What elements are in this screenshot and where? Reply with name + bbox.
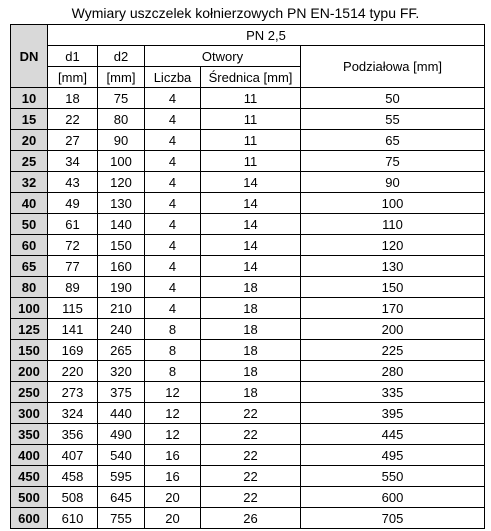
cell-liczba: 12	[145, 424, 201, 445]
table-row	[11, 298, 485, 319]
cell-d2: 190	[98, 277, 145, 298]
cell-liczba: 4	[145, 256, 201, 277]
cell-d1: 43	[48, 172, 98, 193]
cell-podzialowa: 225	[301, 340, 485, 361]
cell-liczba: 16	[145, 466, 201, 487]
cell-srednica: 22	[201, 466, 301, 487]
header-liczba: Liczba	[145, 67, 201, 88]
cell-d1: 72	[48, 235, 98, 256]
table-row	[11, 340, 485, 361]
cell-podzialowa: 120	[301, 235, 485, 256]
header-dn: DN	[11, 25, 48, 88]
cell-podzialowa: 495	[301, 445, 485, 466]
cell-srednica: 22	[201, 403, 301, 424]
cell-srednica: 18	[201, 340, 301, 361]
table-row	[11, 361, 485, 382]
cell-liczba: 4	[145, 298, 201, 319]
cell-d1: 18	[48, 88, 98, 109]
cell-liczba: 4	[145, 130, 201, 151]
cell-d2: 320	[98, 361, 145, 382]
cell-d2: 240	[98, 319, 145, 340]
cell-liczba: 8	[145, 319, 201, 340]
cell-dn: 65	[11, 256, 48, 277]
cell-srednica: 14	[201, 235, 301, 256]
cell-podzialowa: 90	[301, 172, 485, 193]
cell-srednica: 18	[201, 361, 301, 382]
cell-srednica: 18	[201, 277, 301, 298]
cell-srednica: 11	[201, 130, 301, 151]
table-row	[11, 277, 485, 298]
cell-d1: 22	[48, 109, 98, 130]
cell-dn: 125	[11, 319, 48, 340]
cell-liczba: 20	[145, 487, 201, 508]
cell-d1: 27	[48, 130, 98, 151]
cell-d2: 160	[98, 256, 145, 277]
cell-d1: 77	[48, 256, 98, 277]
cell-dn: 25	[11, 151, 48, 172]
table-row	[11, 466, 485, 487]
cell-d2: 645	[98, 487, 145, 508]
cell-dn: 200	[11, 361, 48, 382]
cell-srednica: 14	[201, 256, 301, 277]
cell-liczba: 12	[145, 403, 201, 424]
cell-podzialowa: 280	[301, 361, 485, 382]
cell-dn: 100	[11, 298, 48, 319]
table-row	[11, 256, 485, 277]
cell-podzialowa: 445	[301, 424, 485, 445]
cell-srednica: 11	[201, 88, 301, 109]
cell-liczba: 16	[145, 445, 201, 466]
cell-srednica: 14	[201, 193, 301, 214]
header-d1: d1	[48, 46, 98, 67]
cell-dn: 150	[11, 340, 48, 361]
cell-d1: 49	[48, 193, 98, 214]
table-row	[11, 172, 485, 193]
cell-podzialowa: 75	[301, 151, 485, 172]
cell-d1: 61	[48, 214, 98, 235]
cell-srednica: 22	[201, 424, 301, 445]
cell-d1: 407	[48, 445, 98, 466]
cell-d2: 130	[98, 193, 145, 214]
cell-d1: 273	[48, 382, 98, 403]
cell-podzialowa: 55	[301, 109, 485, 130]
cell-d1: 356	[48, 424, 98, 445]
cell-d2: 120	[98, 172, 145, 193]
table-row	[11, 424, 485, 445]
cell-d1: 220	[48, 361, 98, 382]
cell-dn: 350	[11, 424, 48, 445]
table-row	[11, 130, 485, 151]
cell-dn: 15	[11, 109, 48, 130]
cell-podzialowa: 170	[301, 298, 485, 319]
cell-d1: 610	[48, 508, 98, 529]
cell-liczba: 4	[145, 172, 201, 193]
table-row	[11, 319, 485, 340]
table-row	[11, 109, 485, 130]
cell-d2: 755	[98, 508, 145, 529]
gasket-dimensions-table	[10, 24, 485, 529]
cell-dn: 10	[11, 88, 48, 109]
cell-d2: 540	[98, 445, 145, 466]
cell-liczba: 12	[145, 382, 201, 403]
cell-d2: 75	[98, 88, 145, 109]
cell-dn: 60	[11, 235, 48, 256]
cell-liczba: 4	[145, 193, 201, 214]
cell-d2: 150	[98, 235, 145, 256]
cell-dn: 500	[11, 487, 48, 508]
cell-srednica: 18	[201, 319, 301, 340]
cell-d2: 140	[98, 214, 145, 235]
cell-d2: 595	[98, 466, 145, 487]
cell-podzialowa: 100	[301, 193, 485, 214]
cell-podzialowa: 705	[301, 508, 485, 529]
header-srednica: Średnica [mm]	[201, 67, 301, 88]
cell-srednica: 22	[201, 445, 301, 466]
cell-liczba: 4	[145, 235, 201, 256]
page-title: Wymiary uszczelek kołnierzowych PN EN-1514 typu FF.	[71, 5, 420, 21]
table-row	[11, 382, 485, 403]
cell-podzialowa: 150	[301, 277, 485, 298]
cell-srednica: 26	[201, 508, 301, 529]
cell-dn: 80	[11, 277, 48, 298]
cell-dn: 600	[11, 508, 48, 529]
cell-podzialowa: 65	[301, 130, 485, 151]
cell-d1: 141	[48, 319, 98, 340]
cell-liczba: 8	[145, 340, 201, 361]
cell-liczba: 4	[145, 277, 201, 298]
table-row	[11, 235, 485, 256]
cell-dn: 300	[11, 403, 48, 424]
table-row	[11, 151, 485, 172]
cell-dn: 450	[11, 466, 48, 487]
table-body	[11, 88, 485, 529]
table-row	[11, 403, 485, 424]
cell-d1: 89	[48, 277, 98, 298]
cell-liczba: 4	[145, 88, 201, 109]
table-row	[11, 193, 485, 214]
cell-srednica: 22	[201, 487, 301, 508]
cell-podzialowa: 335	[301, 382, 485, 403]
cell-d1: 115	[48, 298, 98, 319]
cell-liczba: 20	[145, 508, 201, 529]
table-row	[11, 508, 485, 529]
cell-podzialowa: 550	[301, 466, 485, 487]
cell-srednica: 14	[201, 214, 301, 235]
header-pn: PN 2,5	[48, 25, 485, 46]
cell-d1: 508	[48, 487, 98, 508]
cell-d2: 80	[98, 109, 145, 130]
table-row	[11, 214, 485, 235]
cell-podzialowa: 110	[301, 214, 485, 235]
cell-dn: 32	[11, 172, 48, 193]
cell-liczba: 8	[145, 361, 201, 382]
cell-dn: 20	[11, 130, 48, 151]
header-d2: d2	[98, 46, 145, 67]
cell-liczba: 4	[145, 214, 201, 235]
cell-podzialowa: 50	[301, 88, 485, 109]
header-d1-unit: [mm]	[48, 67, 98, 88]
cell-d1: 34	[48, 151, 98, 172]
cell-d1: 458	[48, 466, 98, 487]
table-row	[11, 445, 485, 466]
cell-srednica: 11	[201, 109, 301, 130]
cell-dn: 250	[11, 382, 48, 403]
cell-d2: 490	[98, 424, 145, 445]
cell-d2: 210	[98, 298, 145, 319]
cell-dn: 40	[11, 193, 48, 214]
cell-srednica: 11	[201, 151, 301, 172]
cell-srednica: 18	[201, 298, 301, 319]
cell-liczba: 4	[145, 151, 201, 172]
header-d2-unit: [mm]	[98, 67, 145, 88]
cell-d2: 265	[98, 340, 145, 361]
cell-d2: 90	[98, 130, 145, 151]
cell-podzialowa: 130	[301, 256, 485, 277]
cell-dn: 400	[11, 445, 48, 466]
cell-d2: 100	[98, 151, 145, 172]
cell-d1: 324	[48, 403, 98, 424]
cell-d2: 440	[98, 403, 145, 424]
cell-srednica: 14	[201, 172, 301, 193]
cell-d2: 375	[98, 382, 145, 403]
table-row	[11, 88, 485, 109]
header-podzialowa: Podziałowa [mm]	[301, 46, 485, 88]
cell-podzialowa: 200	[301, 319, 485, 340]
cell-dn: 50	[11, 214, 48, 235]
cell-srednica: 18	[201, 382, 301, 403]
cell-podzialowa: 395	[301, 403, 485, 424]
cell-liczba: 4	[145, 109, 201, 130]
cell-podzialowa: 600	[301, 487, 485, 508]
table-row	[11, 487, 485, 508]
cell-d1: 169	[48, 340, 98, 361]
header-otwory: Otwory	[145, 46, 301, 67]
